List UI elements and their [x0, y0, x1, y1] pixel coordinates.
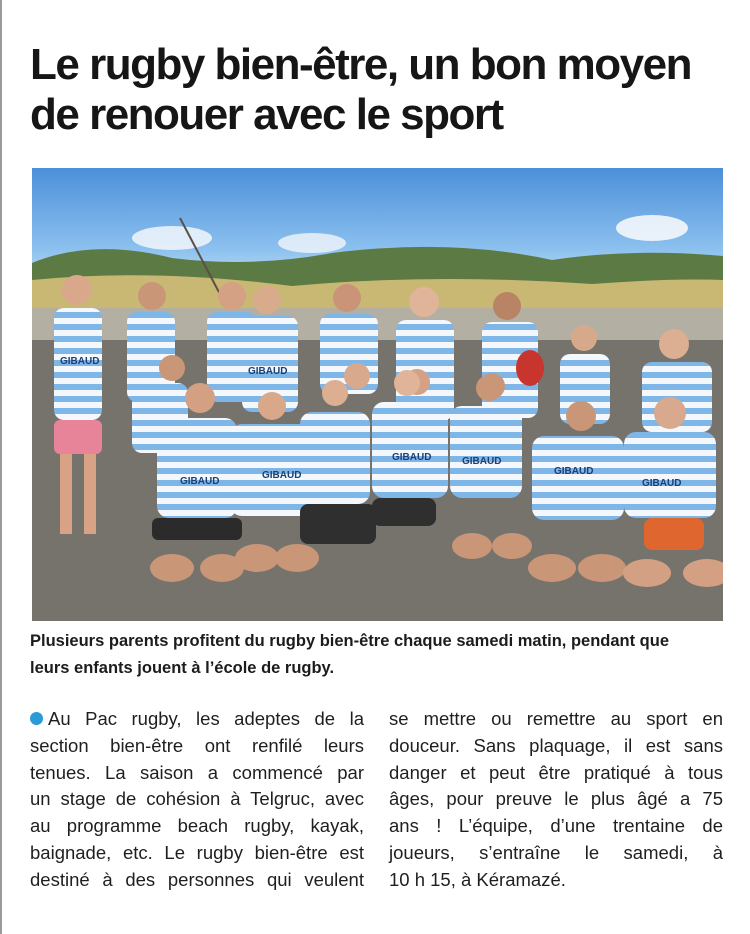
team-photo-illustration	[32, 168, 723, 621]
team-photo	[32, 168, 723, 621]
body-line: Au Pac rugby, les adeptes de la	[30, 706, 364, 733]
article-column-right	[389, 706, 723, 894]
body-line: au programme beach rugby, kayak,	[30, 815, 364, 837]
sponsor-label: GIBAUD	[554, 466, 594, 477]
article-column-left	[30, 706, 364, 894]
body-line: section bien-être ont renfilé leurs	[30, 734, 364, 756]
body-line: 10 h 15, à Kéramazé.	[389, 868, 566, 890]
bullet-icon	[30, 712, 43, 725]
body-line: joueurs, s’entraîne le samedi, à	[389, 841, 723, 863]
sponsor-label: GIBAUD	[248, 366, 288, 377]
sponsor-label: GIBAUD	[392, 452, 432, 463]
cloud	[278, 233, 346, 253]
body-line: se mettre ou remettre au sport en	[389, 708, 723, 729]
cloud	[132, 226, 212, 250]
sponsor-label: GIBAUD	[60, 356, 100, 367]
body-line: tenues. La saison a commencé par	[30, 761, 364, 783]
sponsor-label: GIBAUD	[642, 478, 682, 489]
body-line: danger et peut être pratiqué à tous	[389, 761, 723, 783]
body-line: âges, pour preuve le plus âgé a 75	[389, 788, 723, 810]
caption-line-2: leurs enfants jouent à l’école de rugby.	[30, 659, 335, 677]
body-line: baignade, etc. Le rugby bien-être est	[30, 841, 364, 863]
article-headline	[30, 40, 730, 140]
photo-caption	[30, 628, 730, 682]
cloud	[616, 215, 688, 241]
body-line: ans ! L’équipe, d’une trentaine de	[389, 815, 723, 837]
headline-line-2: de renouer avec le sport	[30, 90, 503, 139]
sponsor-label: GIBAUD	[180, 476, 220, 487]
body-line: douceur. Sans plaquage, il est sans	[389, 734, 723, 756]
headline-line-1: Le rugby bien-être, un bon moyen	[30, 40, 691, 89]
page-left-rule	[0, 0, 2, 934]
sponsor-label: GIBAUD	[462, 456, 502, 467]
body-line: un stage de cohésion à Telgruc, avec	[30, 788, 364, 810]
body-line: destiné à des personnes qui veulent	[30, 868, 364, 890]
caption-line-1: Plusieurs parents profitent du rugby bien-être chaque samedi matin, pendant que	[30, 632, 670, 650]
sponsor-label: GIBAUD	[262, 470, 302, 481]
